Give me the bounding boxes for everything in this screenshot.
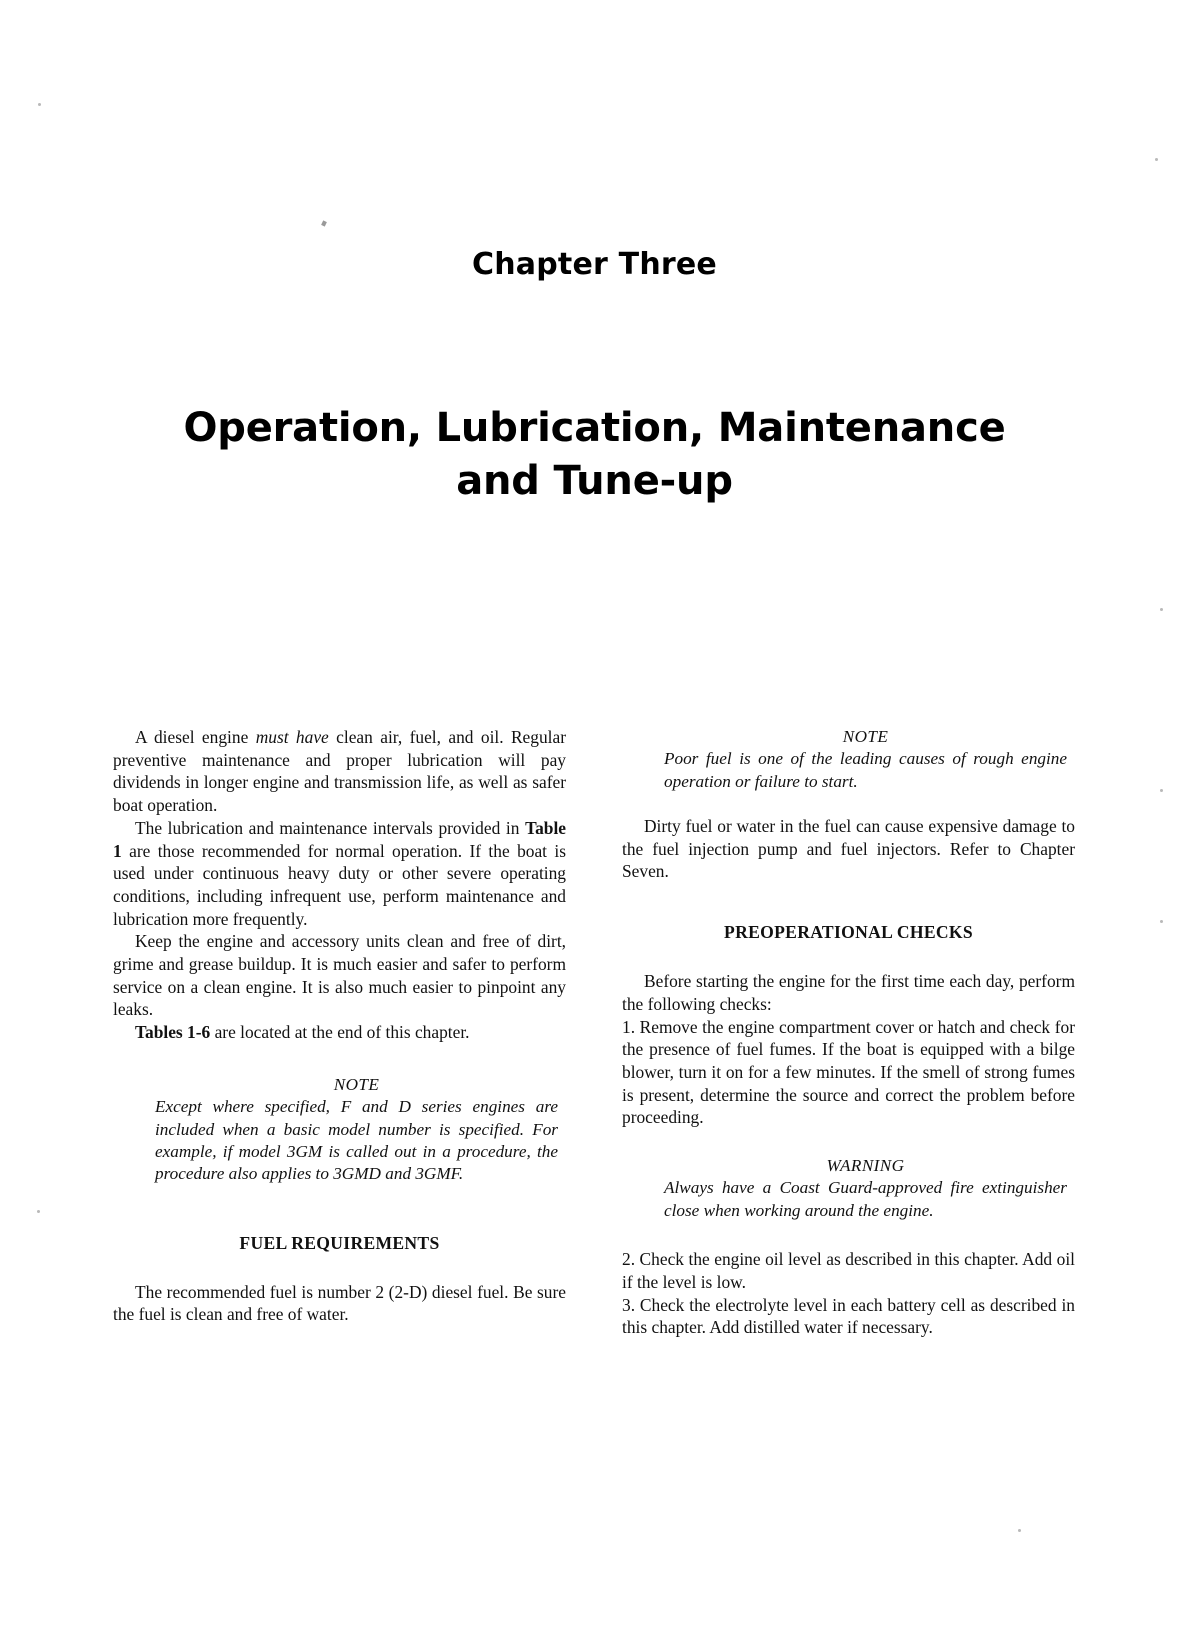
spacer — [622, 1222, 1075, 1248]
registration-mark-icon — [1155, 158, 1158, 161]
tables-1-6-reference: Tables 1-6 — [135, 1022, 211, 1043]
paragraph-recommended-fuel: The recommended fuel is number 2 (2-D) diesel fuel. Be sure the fuel is clean and free of water. — [113, 1281, 566, 1325]
registration-mark-icon — [37, 1210, 40, 1213]
paragraph-lubrication-intervals — [113, 817, 566, 931]
registration-mark-icon — [1160, 789, 1163, 792]
paragraph-keep-clean: Keep the engine and accessory units clean and free of dirt, grime and grease buildup. It is much easier and safer to perform service on a clean engine. It is also much easier to pinpoint any leaks. — [113, 931, 566, 1020]
chapter-number: Chapter Three — [472, 247, 717, 282]
registration-mark-icon — [1018, 1529, 1021, 1532]
chapter-title-line-1: Operation, Lubrication, Maintenance — [183, 405, 1006, 451]
spacer — [622, 793, 1075, 815]
spacer — [622, 944, 1075, 970]
paragraph-intro-emphasis: must have — [255, 727, 329, 747]
chapter-header — [0, 247, 1189, 282]
section-heading-fuel-requirements: FUEL REQUIREMENTS — [239, 1232, 440, 1253]
paragraph-intro — [113, 726, 566, 817]
registration-mark-icon — [1160, 920, 1163, 923]
note-body: Poor fuel is one of the leading causes of rough engine operation or failure to start. — [664, 749, 1067, 791]
registration-mark-icon — [38, 103, 41, 106]
spacer — [113, 1044, 566, 1074]
note-label: NOTE — [333, 1074, 380, 1094]
spacer — [113, 1186, 566, 1232]
paragraph-lubrication-part-1: The lubrication and maintenance intervals provided in — [135, 817, 526, 838]
section-heading-preoperational-checks: PREOPERATIONAL CHECKS — [724, 922, 973, 943]
spacer — [622, 1129, 1075, 1155]
paragraph-intro-part-1: A diesel engine — [135, 727, 256, 747]
table-1-reference: Table 1 — [113, 817, 566, 861]
note-block-series-engines — [155, 1074, 566, 1186]
paragraph-dirty-fuel: Dirty fuel or water in the fuel can cause expensive damage to the fuel injection pump and fuel injectors. Refer to Chapter Seven. — [622, 816, 1075, 882]
chapter-title-line-2: and Tune-up — [456, 457, 733, 504]
paragraph-intro-part-2: clean air, fuel, and oil. Regular preventive maintenance and proper lubrication will pay dividends in longer engine and transmission life, as well as safer boat operation. — [113, 727, 567, 816]
step-item-3: 3. Check the electrolyte level in each battery cell as described in this chapter. Add distilled water if necessary. — [622, 1294, 1075, 1338]
paragraph-lubrication-part-2: are those recommended for normal operation. If the boat is used under continuous heavy duty or other severe operating conditions, including infrequent use, perform maintenance and lubrication more frequently. — [113, 840, 566, 929]
paragraph-tables-location — [113, 1021, 566, 1044]
warning-block-fire-extinguisher — [664, 1155, 1075, 1222]
spacer — [113, 1255, 566, 1281]
registration-mark-icon — [321, 220, 327, 226]
note-body: Except where specified, F and D series engines are included when a basic model number is specified. For example, if model 3GM is called out in a procedure, the procedure also applies to 3GMD and 3GMF. — [155, 1097, 558, 1184]
note-block-poor-fuel — [664, 726, 1075, 793]
paragraph-before-starting: Before starting the engine for the first time each day, perform the following checks: — [622, 971, 1075, 1014]
step-item-2: 2. Check the engine oil level as described in this chapter. Add oil if the level is low. — [622, 1249, 1075, 1292]
step-item-1: 1. Remove the engine compartment cover or hatch and check for the presence of fuel fumes. If the boat is equipped with a bilge blower, turn it on for a few minutes. If the smell of strong fumes is present, determine the source and correct the problem before proceeding. — [622, 1016, 1075, 1128]
body-columns — [113, 726, 1076, 1339]
spacer — [622, 883, 1075, 921]
note-label: NOTE — [842, 727, 889, 746]
paragraph-tables-location-text: are located at the end of this chapter. — [210, 1022, 470, 1043]
page-title — [120, 402, 1069, 508]
warning-label: WARNING — [826, 1156, 905, 1176]
warning-body: Always have a Coast Guard-approved fire extinguisher close when working around the engine. — [664, 1178, 1067, 1220]
registration-mark-icon — [1160, 608, 1163, 611]
right-column — [622, 726, 1075, 1339]
left-column — [113, 726, 566, 1339]
